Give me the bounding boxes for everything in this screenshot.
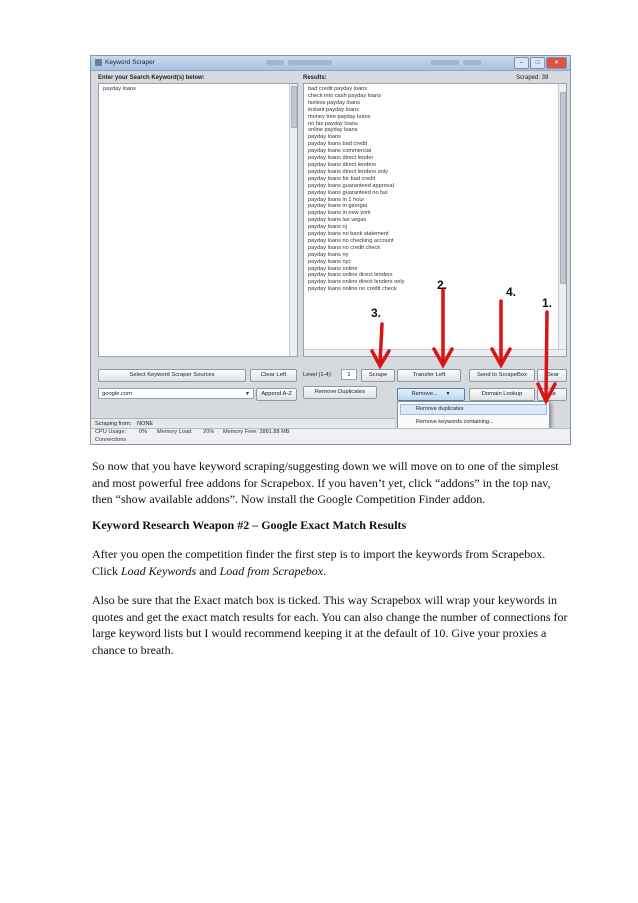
results-list[interactable] bbox=[303, 83, 567, 357]
cpu-label: CPU Usage: bbox=[95, 429, 127, 435]
results-scrollbar[interactable] bbox=[558, 84, 566, 356]
annotation-number-1: 1. bbox=[542, 296, 553, 310]
results-list-item: payday loans in 1 hour bbox=[308, 196, 365, 203]
window-title: Keyword Scraper bbox=[105, 59, 155, 66]
window-controls bbox=[514, 57, 567, 69]
scrape-button[interactable]: Scrape bbox=[361, 369, 395, 382]
scraped-count: Scraped: 39 bbox=[516, 75, 549, 81]
chevron-down-icon: ▼ bbox=[445, 391, 451, 397]
results-list-item: payday loans online bbox=[308, 265, 358, 272]
transfer-left-button[interactable]: Transfer Left bbox=[397, 369, 461, 382]
scraping-from-label: Scraping from: bbox=[95, 421, 132, 427]
paragraph-exact-match: Also be sure that the Exact match box is ticked. This way Scrapebox will wrap your keywords in quotes and get the exact match results for each. You can also change the number of connections for large keyword lists but I would recommend keeping it at the default of 10. Give your proxies a chance to breath. bbox=[92, 593, 568, 657]
results-list-item: payday loans online direct lenders only bbox=[308, 279, 405, 286]
select-sources-button[interactable]: Select Keyword Scraper Sources bbox=[98, 369, 246, 382]
results-label: Results: bbox=[303, 75, 327, 81]
enter-keywords-label: Enter your Search Keyword(s) below: bbox=[98, 75, 205, 81]
level-label: Level (1-4): bbox=[303, 372, 333, 378]
results-list-item: payday loans ny bbox=[308, 251, 349, 258]
results-horizontal-scrollbar[interactable] bbox=[304, 349, 566, 356]
keyword-input-scrollbar[interactable] bbox=[289, 84, 297, 356]
input-keyword: payday loans bbox=[103, 86, 136, 92]
results-list-item: payday loans no checking account bbox=[308, 237, 394, 244]
extra-button[interactable]: ate bbox=[537, 388, 567, 401]
blurred-title-text bbox=[463, 60, 481, 65]
results-list-item: no fax payday loans bbox=[308, 120, 358, 127]
results-list-item: bad credit payday loans bbox=[308, 86, 368, 92]
keyword-scraper-screenshot bbox=[90, 55, 571, 445]
chevron-down-icon: ▼ bbox=[245, 391, 250, 397]
results-list-item: payday loans direct lenders only bbox=[308, 168, 388, 175]
source-select-value: google.com bbox=[102, 391, 132, 397]
results-items bbox=[304, 84, 566, 295]
remove-dropdown-label: Remove... bbox=[411, 391, 438, 397]
menu-item-remove-duplicates[interactable]: Remove duplicates bbox=[416, 406, 464, 412]
memory-load-value: 20% bbox=[203, 429, 215, 435]
results-list-item: payday loans direct lender bbox=[308, 155, 374, 162]
minimize-button[interactable]: – bbox=[514, 57, 529, 69]
domain-lookup-button[interactable]: Domain Lookup bbox=[469, 388, 535, 401]
results-list-item: payday loans in georgia bbox=[308, 203, 368, 210]
paragraph-addons-intro: So now that you have keyword scraping/suggesting down we will move on to one of the simplest and most powerful free addons for Scrapebox. If you haven’t yet, click “addons” in the top nav, then “show available addons”. Now install the Google Competition Finder addon. bbox=[92, 459, 559, 507]
app-icon bbox=[95, 59, 102, 66]
blurred-title-text bbox=[288, 60, 332, 65]
load-keywords-emphasis: Load Keywords bbox=[121, 563, 197, 578]
results-list-item: payday loans guaranteed approval bbox=[308, 182, 394, 189]
para2-text-c: . bbox=[323, 563, 327, 578]
blurred-title-text bbox=[431, 60, 459, 65]
results-list-item: payday loans nyc bbox=[308, 258, 352, 265]
results-list-item: payday loans guaranteed no fax bbox=[308, 189, 388, 196]
load-from-scrapebox-emphasis: Load from Scrapebox bbox=[219, 563, 324, 578]
memory-load-label: Memory Load: bbox=[157, 429, 193, 435]
results-list-item: payday loans commercial bbox=[308, 148, 372, 155]
results-list-item: payday loans bbox=[308, 134, 341, 141]
connections-label: Connections bbox=[95, 437, 127, 443]
results-list-item: online payday loans bbox=[308, 127, 358, 134]
results-list-item: payday loans in new york bbox=[308, 210, 371, 217]
append-az-button[interactable]: Append A-Z bbox=[256, 388, 297, 401]
menu-item-remove-containing[interactable]: Remove keywords containing... bbox=[416, 419, 494, 425]
maximize-button[interactable]: □ bbox=[530, 57, 545, 69]
scraping-from-value: NONE bbox=[136, 421, 154, 427]
level-input[interactable]: 1 bbox=[341, 369, 357, 380]
remove-dropdown-button[interactable] bbox=[397, 388, 465, 401]
results-list-item: payday loans online no credit check bbox=[308, 286, 397, 293]
para2-text-b: and bbox=[196, 563, 220, 578]
window-title-bar bbox=[91, 56, 570, 71]
send-to-scrapebox-button[interactable]: Send to ScrapeBox bbox=[469, 369, 535, 382]
close-button[interactable]: ✕ bbox=[546, 57, 567, 69]
blurred-title-text bbox=[266, 60, 284, 65]
annotation-number-2: 2. bbox=[437, 278, 448, 292]
remove-duplicates-button[interactable]: Remove Duplicates bbox=[303, 386, 377, 399]
memory-free: Memory Free: 3881.88 MB bbox=[223, 429, 290, 435]
results-list-item: payday loans las vegas bbox=[308, 217, 367, 224]
para2-text-a: After you open the competition finder the first step is to import the keywords from Scrapebox. Click bbox=[92, 547, 546, 578]
results-list-item: payday loans no credit check bbox=[308, 244, 381, 251]
results-list-item: payday loans no bank statement bbox=[308, 231, 389, 238]
results-list-item: money tree payday loans bbox=[308, 113, 371, 120]
app-status-bar bbox=[91, 428, 570, 445]
keyword-input-area[interactable] bbox=[98, 83, 298, 357]
annotation-number-4: 4. bbox=[506, 285, 517, 299]
results-list-item: instant payday loans bbox=[308, 106, 359, 113]
results-list-item: payday loans direct lenders bbox=[308, 161, 377, 168]
results-list-item: payday loans nj bbox=[308, 224, 347, 231]
results-list-item: faxless payday loans bbox=[308, 99, 360, 106]
paragraph-import-keywords bbox=[92, 546, 570, 579]
clear-left-button[interactable]: Clear Left bbox=[250, 369, 297, 382]
section-heading: Keyword Research Weapon #2 – Google Exact Match Results bbox=[92, 518, 407, 532]
results-list-item: check into cash payday loans bbox=[308, 92, 382, 99]
results-list-item: payday loans online direct lenders bbox=[308, 272, 393, 279]
clear-button[interactable]: Clear bbox=[537, 369, 567, 382]
results-list-item: payday loans for bad credit bbox=[308, 175, 376, 182]
source-select[interactable] bbox=[98, 388, 254, 399]
annotation-number-3: 3. bbox=[371, 306, 382, 320]
results-list-item: payday loans bad credit bbox=[308, 141, 368, 148]
cpu-value: 0% bbox=[139, 429, 148, 435]
